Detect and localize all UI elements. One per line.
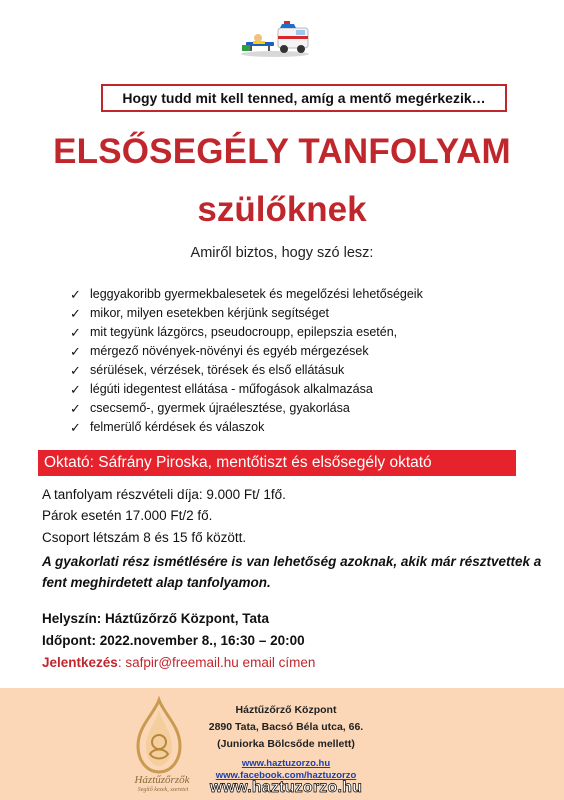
instructor-banner: Oktató: Sáfrány Piroska, mentőtiszt és elsősegély oktató — [38, 450, 516, 476]
main-title: ELSŐSEGÉLY TANFOLYAM — [53, 132, 511, 171]
check-icon: ✓ — [70, 344, 81, 359]
footer — [0, 688, 564, 800]
group-size-text: Csoport létszám 8 és 15 fő között. — [42, 530, 247, 545]
tagline-text: Hogy tudd mit kell tenned, amíg a mentő megérkezik… — [122, 90, 486, 106]
check-icon: ✓ — [70, 382, 81, 397]
check-icon: ✓ — [70, 287, 81, 302]
logo-name: Háztűzőrzők — [134, 774, 190, 786]
check-icon: ✓ — [70, 363, 81, 378]
topics-list — [70, 285, 423, 437]
application-text — [42, 655, 315, 670]
topics-intro: Amiről biztos, hogy szó lesz: — [190, 245, 374, 261]
footer-address-note: (Juniorka Bölcsőde mellett) — [217, 738, 355, 750]
date-text: Időpont: 2022.november 8., 16:30 – 20:00 — [42, 633, 305, 648]
check-icon: ✓ — [70, 420, 81, 435]
list-item — [70, 418, 423, 437]
check-icon: ✓ — [70, 306, 81, 321]
list-item — [70, 342, 423, 361]
footer-address: 2890 Tata, Bacsó Béla utca, 66. — [208, 721, 364, 733]
main-subtitle: szülőknek — [197, 190, 367, 229]
footer-center-name: Háztűzőrző Központ — [235, 704, 337, 716]
check-icon: ✓ — [70, 325, 81, 340]
list-item — [70, 323, 423, 342]
logo-tagline: Segítő kezek, szeretet — [137, 787, 189, 793]
fee-text: A tanfolyam részvételi díja: 9.000 Ft/ 1fő. — [42, 487, 286, 502]
topic-text: mérgező növények-növényi és egyéb mérgezések — [90, 344, 369, 358]
list-item — [70, 285, 423, 304]
topic-text: mit tegyünk lázgörcs, pseudocroupp, epilepszia esetén, — [90, 325, 398, 339]
facebook-link[interactable]: www.facebook.com/haztuzorzo — [215, 770, 357, 781]
topic-text: leggyakoribb gyermekbalesetek és megelőzési lehetőségeik — [90, 287, 423, 301]
venue-text: Helyszín: Háztűzőrző Központ, Tata — [42, 611, 270, 626]
topic-text: sérülések, vérzések, törések és első ellátásuk — [90, 363, 345, 377]
list-item — [70, 399, 423, 418]
check-icon: ✓ — [70, 401, 81, 416]
website-link[interactable]: www.haztuzorzo.hu — [241, 758, 331, 769]
repeat-note: A gyakorlati rész ismétlésére is van lehetőség azoknak, akik már résztvettek a fent meghirdetett alap tanfolyamon. — [42, 554, 542, 590]
watermark-text: www.haztuzorzo.hu — [209, 779, 363, 796]
pairs-fee-text: Párok esetén 17.000 Ft/2 fő. — [42, 508, 213, 523]
ambulance-icon — [238, 18, 312, 58]
application-email[interactable]: : safpir@freemail.hu email címen — [117, 655, 316, 670]
list-item — [70, 361, 423, 380]
list-item — [70, 304, 423, 323]
topic-text: légúti idegentest ellátása - műfogások alkalmazása — [90, 382, 373, 396]
topic-text: felmerülő kérdések és válaszok — [90, 420, 265, 434]
flame-baby-logo — [124, 696, 194, 776]
tagline-box — [101, 84, 507, 112]
topic-text: mikor, milyen esetekben kérjünk segítséget — [90, 306, 330, 320]
application-label: Jelentkezés — [42, 655, 118, 670]
list-item — [70, 380, 423, 399]
topic-text: csecsemő-, gyermek újraélesztése, gyakorlása — [90, 401, 350, 415]
